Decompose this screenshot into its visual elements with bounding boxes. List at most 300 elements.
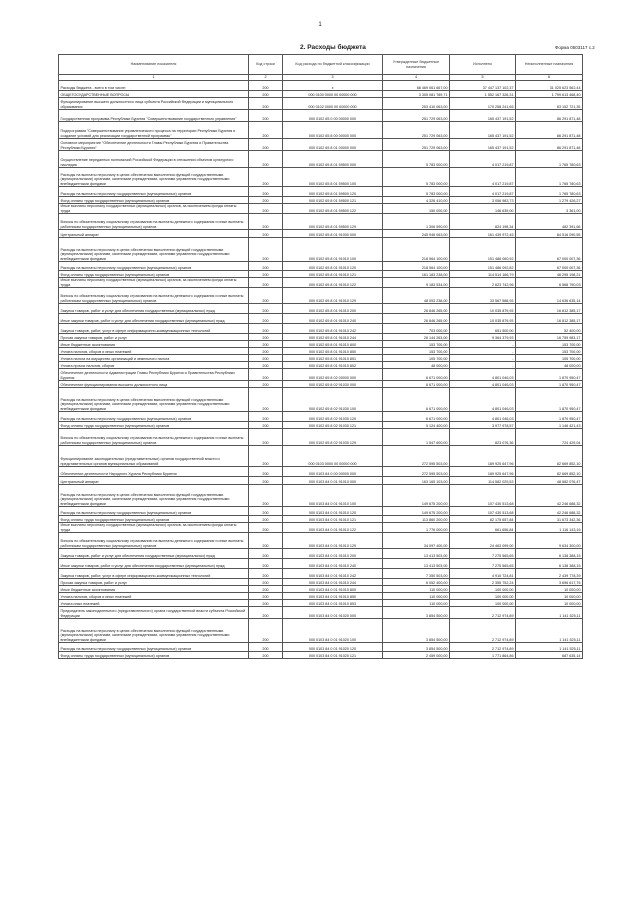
row-unexecuted: 16 759 983,17 <box>516 334 583 341</box>
row-line-code: 200 <box>249 197 283 204</box>
row-line-code: 200 <box>249 516 283 523</box>
row-executed: 151 486 092,82 <box>450 262 516 271</box>
row-kbk: 000 0103 84 0 01 91010 242 <box>283 569 383 579</box>
table-row <box>59 187 583 197</box>
row-unexecuted: 67 000 007,36 <box>516 238 583 262</box>
row-kbk: 000 0103 84 0 01 91010 000 <box>283 477 383 485</box>
row-line-code: 200 <box>249 593 283 600</box>
row-kbk: 000 0102 65 8 01 91010 851 <box>283 355 383 362</box>
table-row <box>59 477 583 485</box>
row-approved: 251 729 063,00 <box>383 122 450 139</box>
row-unexecuted: 31 673 342,36 <box>516 516 583 523</box>
row-line-code: 200 <box>249 533 283 549</box>
row-line-code: 200 <box>249 569 283 579</box>
table-row <box>59 314 583 324</box>
row-name: Фонд оплаты труда государственных (муниципальных) органов <box>59 652 249 659</box>
row-approved: 110 000,00 <box>383 593 450 600</box>
page-number: 1 <box>318 22 322 28</box>
row-approved: 9 183 534,00 <box>383 278 450 288</box>
row-approved: 161 183 238,00 <box>383 271 450 278</box>
row-line-code: 200 <box>249 412 283 422</box>
row-unexecuted: 14 636 635,14 <box>516 288 583 304</box>
row-kbk: 000 0103 0000 00 00000 000 <box>283 446 383 467</box>
row-line-code: 200 <box>249 204 283 214</box>
table-row <box>59 569 583 579</box>
row-line-code: 200 <box>249 214 283 230</box>
row-approved: 110 000,00 <box>383 600 450 607</box>
row-executed: 824 198,34 <box>450 214 516 230</box>
row-unexecuted: 687 635,14 <box>516 652 583 659</box>
row-executed: 10 035 879,93 <box>450 304 516 314</box>
table-row <box>59 197 583 204</box>
row-kbk: 000 0103 84 0 01 91010 244 <box>283 579 383 586</box>
row-kbk: 000 0102 65 8 01 91010 240 <box>283 314 383 324</box>
row-unexecuted: 86 291 871,48 <box>516 122 583 139</box>
row-executed: 24 463 099,00 <box>450 533 516 549</box>
row-line-code: 200 <box>249 600 283 607</box>
row-line-code: 200 <box>249 168 283 187</box>
row-executed: 165 437 191,52 <box>450 139 516 151</box>
row-line-code: 200 <box>249 230 283 238</box>
table-row <box>59 271 583 278</box>
row-executed: 100 000,00 <box>450 593 516 600</box>
row-unexecuted: 86 291 871,48 <box>516 110 583 122</box>
row-kbk: 000 0102 65 8 01 91010 120 <box>283 262 383 271</box>
row-line-code: 200 <box>249 288 283 304</box>
table-row <box>59 523 583 533</box>
row-executed: 2 623 742,96 <box>450 278 516 288</box>
row-kbk: 000 0102 65 8 01 59500 000 <box>283 151 383 168</box>
table-row <box>59 429 583 446</box>
row-executed: 7 275 565,65 <box>450 559 516 569</box>
row-name: Функционирование высшего должностного лица субъекта Российской Федерации и муниципального образования <box>59 98 249 110</box>
row-line-code: 200 <box>249 507 283 516</box>
row-approved: 5 783 000,00 <box>383 168 450 187</box>
row-line-code: 200 <box>249 355 283 362</box>
row-unexecuted: 16 812 385,17 <box>516 304 583 314</box>
row-name: Уплата иных платежей <box>59 600 249 607</box>
row-line-code: 200 <box>249 238 283 262</box>
row-executed: 2 712 974,89 <box>450 643 516 652</box>
row-executed: 1 552 167 326,31 <box>450 91 516 98</box>
row-executed: 661 656,84 <box>450 523 516 533</box>
row-executed: 2 712 974,89 <box>450 619 516 643</box>
table-row <box>59 446 583 467</box>
row-name: Иные выплаты персоналу государственных (муниципальных) органов, за исключением фонда оплаты труда <box>59 278 249 288</box>
row-name: Подпрограмма "Совершенствование управленческого процесса на территории Республики Бурятия и создание условий для реализации государственной программы" <box>59 122 249 139</box>
row-executed: 4 017 219,87 <box>450 151 516 168</box>
row-name: Фонд оплаты труда государственных (муниципальных) органов <box>59 422 249 429</box>
row-line-code: 200 <box>249 262 283 271</box>
row-name: Расходы на выплаты персоналу в целях обеспечения выполнения функций государственными (муниципальными) органами, казенными учреждениями, органами управления государственными внебюджетными фондами <box>59 168 249 187</box>
row-unexecuted: 86 291 871,48 <box>516 139 583 151</box>
row-executed: 100 000,00 <box>450 600 516 607</box>
row-executed: 4 801 046,03 <box>450 381 516 388</box>
row-line-code: 200 <box>249 362 283 369</box>
row-approved: 113 860 200,00 <box>383 516 450 523</box>
table-row <box>59 369 583 381</box>
row-approved: 5 783 000,00 <box>383 187 450 197</box>
table-row <box>59 507 583 516</box>
row-executed: 10 035 879,93 <box>450 314 516 324</box>
table-row <box>59 348 583 355</box>
table-row <box>59 607 583 619</box>
row-line-code: 200 <box>249 523 283 533</box>
row-unexecuted: 10 000,00 <box>516 600 583 607</box>
row-unexecuted: 1 116 143,16 <box>516 523 583 533</box>
row-kbk: 000 0103 84 0 01 91010 100 <box>283 485 383 507</box>
row-kbk: x <box>283 81 383 91</box>
row-approved: 149 675 200,00 <box>383 507 450 516</box>
row-kbk: 000 0103 84 0 01 91010 850 <box>283 593 383 600</box>
row-name: ОБЩЕГОСУДАРСТВЕННЫЕ ВОПРОСЫ <box>59 91 249 98</box>
row-unexecuted: 1 141 525,11 <box>516 643 583 652</box>
row-line-code: 200 <box>249 187 283 197</box>
row-line-code: 200 <box>249 341 283 348</box>
row-approved: 26 846 265,00 <box>383 304 450 314</box>
row-line-code: 200 <box>249 422 283 429</box>
row-approved: 3 854 500,00 <box>383 643 450 652</box>
row-approved: 1 306 590,00 <box>383 214 450 230</box>
row-executed: 100 000,00 <box>450 586 516 593</box>
table-row <box>59 324 583 334</box>
table-row <box>59 422 583 429</box>
row-unexecuted: 10 000,00 <box>516 593 583 600</box>
row-approved: 3 854 500,00 <box>383 607 450 619</box>
row-executed: 9 364 379,93 <box>450 334 516 341</box>
row-name: Расходы на выплаты персоналу в целях обеспечения выполнения функций государственными (муниципальными) органами, казенными учреждениями, органами управления государственными внебюджетными фондами <box>59 485 249 507</box>
row-kbk: 000 0102 65 8 01 59500 129 <box>283 214 383 230</box>
column-number: 5 <box>450 75 516 81</box>
row-name: Обеспечение деятельности Народного Хурала Республики Бурятия <box>59 467 249 477</box>
column-number: 3 <box>283 75 383 81</box>
row-line-code: 200 <box>249 607 283 619</box>
row-name: Уплата прочих налогов, сборов <box>59 362 249 369</box>
table-row <box>59 98 583 110</box>
table-row <box>59 362 583 369</box>
row-name: Уплата налога на имущество организаций и земельного налога <box>59 355 249 362</box>
row-unexecuted: 1 870 950,47 <box>516 412 583 422</box>
row-approved: 1 776 000,00 <box>383 523 450 533</box>
table-row <box>59 230 583 238</box>
column-number: 2 <box>249 75 283 81</box>
row-name: Председатель законодательного (представительного) органа государственной власти субъекта Российской Федерации <box>59 607 249 619</box>
form-label: Форма 0503117 с.2 <box>555 45 595 50</box>
row-unexecuted: 6 138 388,15 <box>516 559 583 569</box>
row-approved: 68 469 061 667,00 <box>383 81 450 91</box>
row-kbk: 000 0103 84 0 01 91010 122 <box>283 523 383 533</box>
row-line-code: 200 <box>249 122 283 139</box>
row-name: Иные бюджетные ассигнования <box>59 341 249 348</box>
row-approved: 5 783 000,00 <box>383 151 450 168</box>
row-approved: 5 124 400,00 <box>383 422 450 429</box>
row-unexecuted: 83 152 721,35 <box>516 98 583 110</box>
table-row <box>59 559 583 569</box>
table-row <box>59 304 583 314</box>
row-executed: 170 258 241,65 <box>450 98 516 110</box>
row-approved: 272 595 503,00 <box>383 446 450 467</box>
expenses-table <box>58 54 583 659</box>
row-approved: 34 097 400,00 <box>383 533 450 549</box>
row-kbk: 000 0102 65 8 01 59500 120 <box>283 187 383 197</box>
row-line-code: 200 <box>249 348 283 355</box>
row-kbk: 000 0102 65 8 02 91030 100 <box>283 388 383 412</box>
row-unexecuted: 67 000 007,36 <box>516 262 583 271</box>
row-name: Обеспечение функционирования высшего должностного лица <box>59 381 249 388</box>
row-line-code: 200 <box>249 467 283 477</box>
row-name: Закупка товаров, работ и услуг для обеспечения государственных (муниципальных) нужд <box>59 549 249 559</box>
row-unexecuted: 46 295 198,21 <box>516 271 583 278</box>
row-executed: 3 056 983,73 <box>450 197 516 204</box>
header-kbk: Код расхода по бюджетной классификации <box>283 55 383 75</box>
row-kbk: 000 0102 65 8 02 91030 121 <box>283 422 383 429</box>
row-kbk: 000 0102 65 8 01 91010 242 <box>283 324 383 334</box>
row-name: Фонд оплаты труда государственных (муниципальных) органов <box>59 516 249 523</box>
row-executed: 2 355 752,24 <box>450 579 516 586</box>
row-executed: - <box>450 355 516 362</box>
row-line-code: 200 <box>249 98 283 110</box>
row-name: Центральный аппарат <box>59 477 249 485</box>
row-kbk: 000 0102 65 8 02 91030 129 <box>283 429 383 446</box>
table-row <box>59 549 583 559</box>
row-name: Функционирование законодательных (представительных) органов государственной власти и представительных органов муниципальных образований <box>59 446 249 467</box>
row-line-code: 200 <box>249 586 283 593</box>
row-name: Обеспечение деятельности Администрации Главы Республики Бурятия и Правительства Республики Бурятия <box>59 369 249 381</box>
row-unexecuted: 9 634 300,00 <box>516 533 583 549</box>
row-line-code: 200 <box>249 549 283 559</box>
row-executed: 7 275 565,65 <box>450 549 516 559</box>
row-approved: 703 000,00 <box>383 324 450 334</box>
row-line-code: 200 <box>249 304 283 314</box>
row-unexecuted: 1 765 780,63 <box>516 151 583 168</box>
row-executed: 151 486 060,92 <box>450 238 516 262</box>
table-row <box>59 412 583 422</box>
row-executed: 189 925 647,96 <box>450 467 516 477</box>
row-name: Закупка товаров, работ, услуг в сфере информационно-коммуникационных технологий <box>59 324 249 334</box>
row-approved: 153 700,00 <box>383 341 450 348</box>
table-row <box>59 619 583 643</box>
row-line-code: 200 <box>249 369 283 381</box>
row-name: Государственная программа Республики Бурятия "Совершенствование государственного управления" <box>59 110 249 122</box>
row-line-code: 200 <box>249 151 283 168</box>
row-approved: 218 564 100,00 <box>383 238 450 262</box>
row-unexecuted: 1 799 613 468,40 <box>516 91 583 98</box>
row-line-code: 200 <box>249 429 283 446</box>
table-header-row <box>59 55 583 75</box>
row-approved: 7 350 503,00 <box>383 569 450 579</box>
row-approved: 110 000,00 <box>383 586 450 593</box>
row-kbk: 000 0102 65 8 01 91010 200 <box>283 304 383 314</box>
row-approved: 6 052 400,00 <box>383 579 450 586</box>
row-kbk: 000 0102 65 8 01 59500 121 <box>283 197 383 204</box>
row-approved: 218 564 100,00 <box>383 262 450 271</box>
row-unexecuted: 1 146 421,43 <box>516 422 583 429</box>
row-kbk: 000 0102 65 8 02 91030 000 <box>283 381 383 388</box>
row-approved: 149 675 200,00 <box>383 485 450 507</box>
row-kbk: 000 0102 65 8 02 91030 120 <box>283 412 383 422</box>
row-line-code: 200 <box>249 485 283 507</box>
table-row <box>59 122 583 139</box>
table-row <box>59 139 583 151</box>
row-unexecuted: 3 361,00 <box>516 204 583 214</box>
row-name: Иные закупки товаров, работ и услуг для обеспечения государственных (муниципальных) нужд <box>59 559 249 569</box>
row-unexecuted: 2 439 778,39 <box>516 569 583 579</box>
row-executed: 823 076,36 <box>450 429 516 446</box>
row-line-code: 200 <box>249 381 283 388</box>
table-row <box>59 381 583 388</box>
row-unexecuted: 6 138 388,15 <box>516 549 583 559</box>
row-approved: 3 854 500,00 <box>383 619 450 643</box>
row-executed: 1 771 864,86 <box>450 652 516 659</box>
row-kbk: 000 0102 0000 00 00000 000 <box>283 98 383 110</box>
row-name: Расходы на выплаты персоналу в целях обеспечения выполнения функций государственными (муниципальными) органами, казенными учреждениями, органами управления государственными внебюджетными фондами <box>59 238 249 262</box>
row-executed: 82 175 657,84 <box>450 516 516 523</box>
row-approved: 2 459 000,00 <box>383 652 450 659</box>
row-unexecuted: 1 765 780,63 <box>516 187 583 197</box>
row-kbk: 000 0102 65 8 01 91010 244 <box>283 334 383 341</box>
row-kbk: 000 0102 65 0 00 00000 000 <box>283 110 383 122</box>
row-line-code: 200 <box>249 652 283 659</box>
row-kbk: 000 0102 65 8 01 91000 000 <box>283 230 383 238</box>
row-approved: 6 671 000,00 <box>383 369 450 381</box>
row-executed: 107 430 513,68 <box>450 507 516 516</box>
row-executed: 4 017 219,87 <box>450 187 516 197</box>
row-approved: 105 700,00 <box>383 355 450 362</box>
row-name: Основное мероприятие "Обеспечение деятельности Главы Республики Бурятия и Правительства Республики Бурятия" <box>59 139 249 151</box>
row-unexecuted: 1 870 950,47 <box>516 369 583 381</box>
row-line-code: 200 <box>249 81 283 91</box>
row-line-code: 200 <box>249 559 283 569</box>
row-approved: 48 053 238,00 <box>383 288 450 304</box>
row-line-code: 200 <box>249 643 283 652</box>
row-executed: 4 801 046,03 <box>450 388 516 412</box>
row-line-code: 200 <box>249 278 283 288</box>
row-executed: 161 439 972,45 <box>450 230 516 238</box>
row-executed: 114 582 025,53 <box>450 477 516 485</box>
row-unexecuted: 48 000,00 <box>516 362 583 369</box>
row-approved: 4 326 410,00 <box>383 197 450 204</box>
row-kbk: 000 0102 65 8 01 00000 000 <box>283 139 383 151</box>
table-body <box>59 81 583 659</box>
table-row <box>59 91 583 98</box>
row-name: Центральный аппарат <box>59 230 249 238</box>
table-row <box>59 168 583 187</box>
table-row <box>59 355 583 362</box>
row-approved: 6 671 000,00 <box>383 388 450 412</box>
row-line-code: 200 <box>249 139 283 151</box>
row-name: Уплата налогов, сборов и иных платежей <box>59 593 249 600</box>
table-row <box>59 586 583 593</box>
row-kbk: 000 0103 84 0 01 91010 129 <box>283 533 383 549</box>
table-row <box>59 467 583 477</box>
row-approved: 150 000,00 <box>383 204 450 214</box>
row-kbk: 000 0103 84 0 01 91010 853 <box>283 600 383 607</box>
row-executed: - <box>450 362 516 369</box>
row-executed: 2 712 974,89 <box>450 607 516 619</box>
row-line-code: 200 <box>249 579 283 586</box>
row-unexecuted: 153 700,00 <box>516 348 583 355</box>
row-kbk: 000 0102 65 8 01 59500 122 <box>283 204 383 214</box>
row-unexecuted: 1 141 525,11 <box>516 619 583 643</box>
row-name: Закупка товаров, работ, услуг в сфере информационно-коммуникационных технологий <box>59 569 249 579</box>
row-kbk: 000 0103 84 0 00 00000 000 <box>283 467 383 477</box>
row-line-code: 200 <box>249 446 283 467</box>
row-name: Расходы на выплаты персоналу государственных (муниципальных) органов <box>59 262 249 271</box>
row-executed: 651 500,00 <box>450 324 516 334</box>
row-name: Расходы на выплаты персоналу государственных (муниципальных) органов <box>59 187 249 197</box>
row-unexecuted: 3 696 617,76 <box>516 579 583 586</box>
row-approved: 153 700,00 <box>383 348 450 355</box>
row-executed: 37 447 137 102,37 <box>450 81 516 91</box>
table-row <box>59 516 583 523</box>
row-name: Иные закупки товаров, работ и услуг для обеспечения государственных (муниципальных) нужд <box>59 314 249 324</box>
table-row <box>59 278 583 288</box>
table-row <box>59 485 583 507</box>
row-kbk: 000 0103 84 0 01 91010 121 <box>283 516 383 523</box>
column-number: 6 <box>516 75 583 81</box>
row-approved: 26 846 265,00 <box>383 314 450 324</box>
row-executed: 4 801 046,03 <box>450 369 516 381</box>
row-kbk: 000 0103 84 0 01 91010 200 <box>283 549 383 559</box>
table-row <box>59 652 583 659</box>
row-line-code: 200 <box>249 619 283 643</box>
row-name: Расходы на выплаты персоналу государственных (муниципальных) органов <box>59 643 249 652</box>
row-executed: 189 925 647,96 <box>450 446 516 467</box>
row-name: Расходы на выплаты персоналу в целях обеспечения выполнения функций государственными (муниципальными) органами, казенными учреждениями, органами управления государственными внебюджетными фондами <box>59 388 249 412</box>
row-executed: - <box>450 341 516 348</box>
row-name: Осуществление переданных полномочий Российской Федерации в отношении объектов культурного наследия <box>59 151 249 168</box>
row-unexecuted: 1 870 950,47 <box>516 388 583 412</box>
row-kbk: 000 0102 65 8 01 91010 850 <box>283 348 383 355</box>
row-kbk: 000 0103 84 0 01 91020 120 <box>283 643 383 652</box>
row-unexecuted: 42 246 688,32 <box>516 507 583 516</box>
row-executed: 146 639,00 <box>450 204 516 214</box>
row-kbk: 000 0103 84 0 01 91010 120 <box>283 507 383 516</box>
row-unexecuted: 10 000,00 <box>516 586 583 593</box>
row-approved: 26 144 263,00 <box>383 334 450 341</box>
row-unexecuted: 52 400,00 <box>516 324 583 334</box>
row-unexecuted: 1 870 950,47 <box>516 381 583 388</box>
row-kbk: 000 0103 84 0 01 91010 240 <box>283 559 383 569</box>
row-name: Закупка товаров, работ и услуг для обеспечения государственных (муниципальных) нужд <box>59 304 249 314</box>
row-name: Иные выплаты персоналу государственных (муниципальных) органов, за исключением фонда оплаты труда <box>59 523 249 533</box>
table-row <box>59 600 583 607</box>
row-executed: 107 430 513,68 <box>450 485 516 507</box>
row-executed: 165 437 191,52 <box>450 122 516 139</box>
row-name: Расходы на выплаты персоналу государственных (муниципальных) органов <box>59 507 249 516</box>
header-name: Наименование показателя <box>59 55 249 75</box>
row-name: Фонд оплаты труда государственных (муниципальных) органов <box>59 197 249 204</box>
row-name: Взносы по обязательному социальному страхованию на выплаты денежного содержания и иные выплаты работникам государственных (муниципальных) органов <box>59 288 249 304</box>
table-row <box>59 238 583 262</box>
row-unexecuted: 84 516 090,55 <box>516 230 583 238</box>
row-line-code: 200 <box>249 334 283 341</box>
row-executed: 4 017 219,87 <box>450 168 516 187</box>
header-unexecuted: Неисполненные назначения <box>516 55 583 75</box>
row-kbk: 000 0102 65 8 01 91010 800 <box>283 341 383 348</box>
row-approved: 1 547 600,00 <box>383 429 450 446</box>
row-approved: 253 410 063,00 <box>383 98 450 110</box>
header-line-code: Код строки <box>249 55 283 75</box>
row-unexecuted: 1 141 525,11 <box>516 607 583 619</box>
column-number: 1 <box>59 75 249 81</box>
row-kbk: 000 0102 65 8 01 91010 852 <box>283 362 383 369</box>
header-approved: Утвержденные бюджетные назначения <box>383 55 450 75</box>
row-approved: 245 946 063,00 <box>383 230 450 238</box>
row-kbk: 000 0102 65 8 01 91010 100 <box>283 238 383 262</box>
row-unexecuted: 482 391,66 <box>516 214 583 230</box>
row-executed: 4 801 046,03 <box>450 412 516 422</box>
